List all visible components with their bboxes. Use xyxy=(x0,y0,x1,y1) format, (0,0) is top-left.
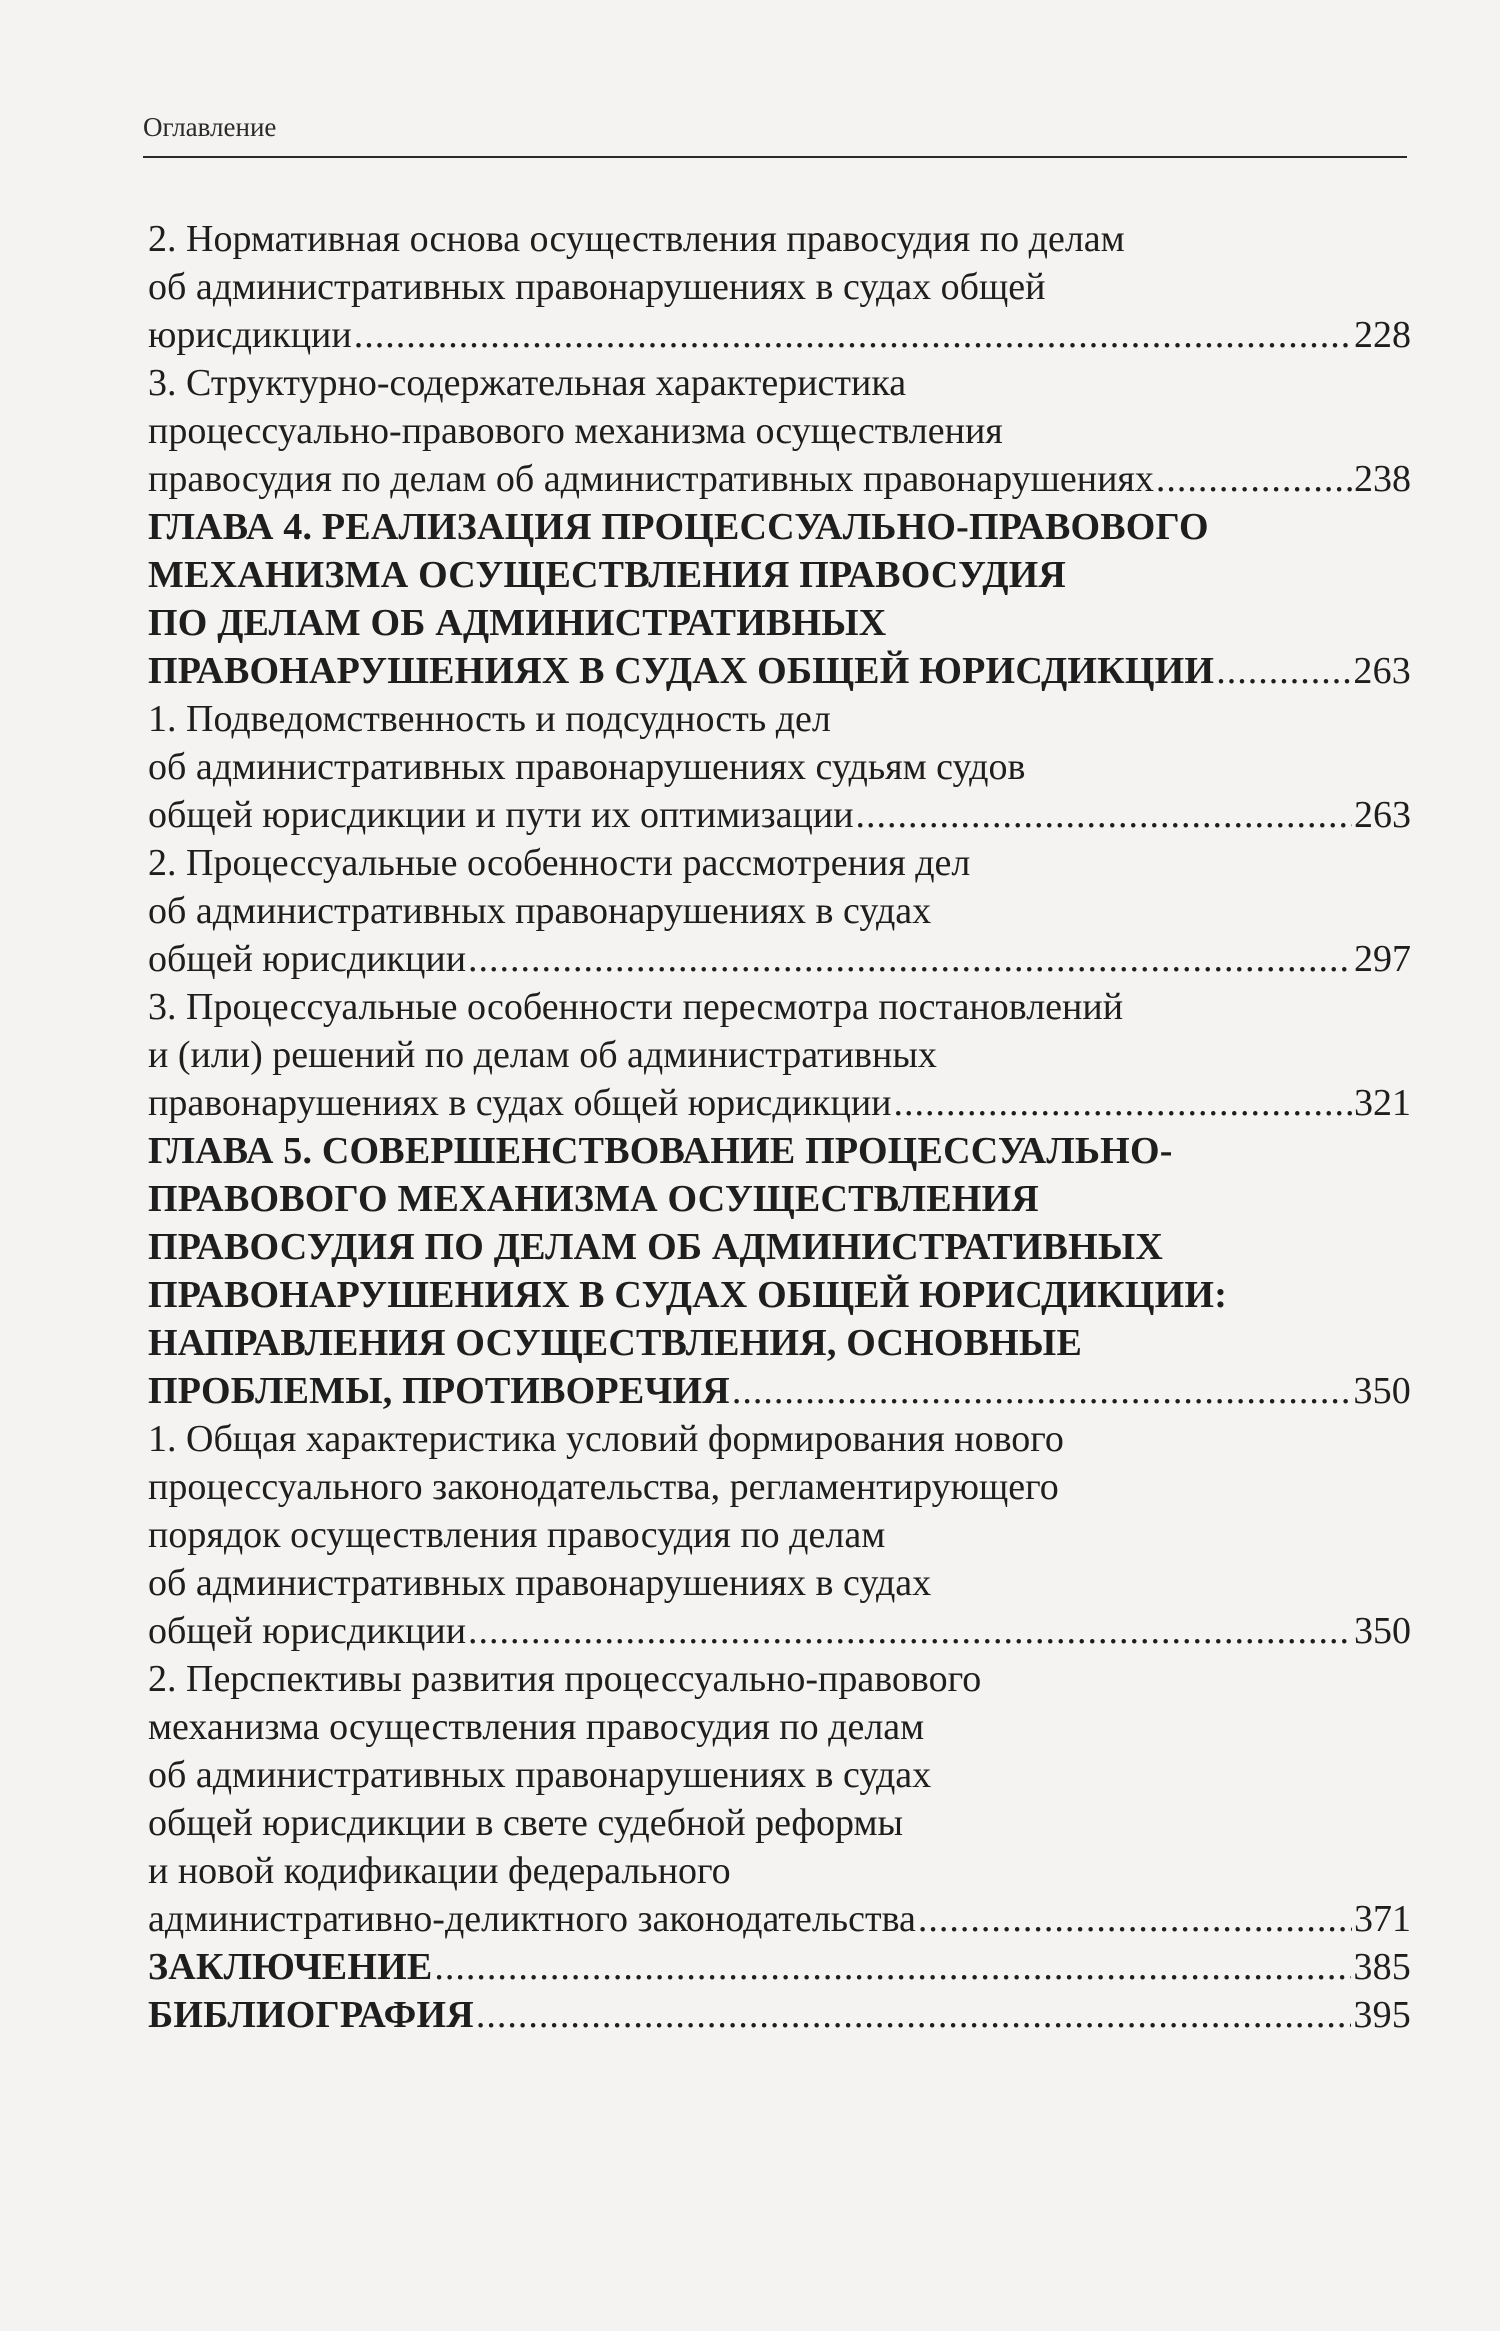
toc-page-number: 228 xyxy=(1354,314,1411,356)
toc-entry-text-line: общей юрисдикции xyxy=(148,938,467,980)
toc-entry-text-line: и (или) решений по делам об административных xyxy=(148,1034,937,1076)
toc-entry-conclusion[interactable] xyxy=(148,1943,1411,1991)
toc-entry-section-2-development-prospects[interactable] xyxy=(148,1655,1411,1943)
toc-entry-section-1-general-characteristics[interactable] xyxy=(148,1415,1411,1655)
toc-page-number: 395 xyxy=(1353,1994,1411,2036)
toc-entry-text-line: и новой кодификации федерального xyxy=(148,1850,731,1892)
dot-leader xyxy=(732,1367,1352,1415)
toc-entry-text-line: ПРАВОНАРУШЕНИЯХ В СУДАХ ОБЩЕЙ ЮРИСДИКЦИИ xyxy=(148,650,1215,692)
toc-entry-text-line: ПО ДЕЛАМ ОБ АДМИНИСТРАТИВНЫХ xyxy=(148,602,887,644)
toc-page-number: 263 xyxy=(1354,794,1411,836)
dot-leader xyxy=(434,1943,1351,1991)
toc-entry-section-2-normative-basis[interactable] xyxy=(148,215,1411,359)
toc-page-number: 350 xyxy=(1353,1370,1411,1412)
toc-entry-text-line: правонарушениях в судах общей юрисдикции xyxy=(148,1082,892,1124)
toc-entry-text-line: ПРАВОНАРУШЕНИЯХ В СУДАХ ОБЩЕЙ ЮРИСДИКЦИИ: xyxy=(148,1274,1228,1316)
dot-leader xyxy=(476,1991,1351,2039)
toc-entry-text-line: МЕХАНИЗМА ОСУЩЕСТВЛЕНИЯ ПРАВОСУДИЯ xyxy=(148,554,1067,596)
toc-entry-text-line: НАПРАВЛЕНИЯ ОСУЩЕСТВЛЕНИЯ, ОСНОВНЫЕ xyxy=(148,1322,1082,1364)
toc-entry-section-3-procedural-features-revision[interactable] xyxy=(148,983,1411,1127)
toc-entry-text-line: ПРОБЛЕМЫ, ПРОТИВОРЕЧИЯ xyxy=(148,1370,730,1412)
toc-entry-text-line: механизма осуществления правосудия по делам xyxy=(148,1706,925,1748)
toc-page-number: 263 xyxy=(1353,650,1411,692)
toc-entry-text-line: процессуально-правового механизма осуществления xyxy=(148,410,1003,452)
toc-entry-text-line: процессуального законодательства, регламентирующего xyxy=(148,1466,1059,1508)
toc-page-number: 385 xyxy=(1353,1946,1411,1988)
dot-leader xyxy=(468,1607,1352,1655)
toc-entry-text-line: 3. Структурно-содержательная характеристика xyxy=(148,362,907,404)
toc-entry-text-line: об административных правонарушениях в судах xyxy=(148,1562,932,1604)
toc-entry-section-1-jurisdiction[interactable] xyxy=(148,695,1411,839)
toc-entry-text-line: БИБЛИОГРАФИЯ xyxy=(148,1994,474,2036)
toc-entry-text-line: порядок осуществления правосудия по делам xyxy=(148,1514,886,1556)
toc-entry-text-line: общей юрисдикции и пути их оптимизации xyxy=(148,794,854,836)
toc-page-number: 238 xyxy=(1354,458,1411,500)
toc-entry-text-line: общей юрисдикции xyxy=(148,1610,467,1652)
toc-entry-section-3-structural-characteristics[interactable] xyxy=(148,359,1411,503)
toc-page-number: 371 xyxy=(1354,1898,1411,1940)
toc-entry-text-line: об административных правонарушениях в судах xyxy=(148,890,932,932)
toc-entry-text-line: административно-деликтного законодательства xyxy=(148,1898,916,1940)
toc-entry-text-line: ПРАВОВОГО МЕХАНИЗМА ОСУЩЕСТВЛЕНИЯ xyxy=(148,1178,1039,1220)
dot-leader xyxy=(1216,647,1351,695)
toc-entry-text-line: ГЛАВА 4. РЕАЛИЗАЦИЯ ПРОЦЕССУАЛЬНО-ПРАВОВОГО xyxy=(148,506,1209,548)
toc-entry-text-line: 2. Нормативная основа осуществления правосудия по делам xyxy=(148,218,1125,260)
toc-entry-text-line: 2. Процессуальные особенности рассмотрения дел xyxy=(148,842,971,884)
table-of-contents xyxy=(148,215,1411,2039)
toc-entry-text-line: 3. Процессуальные особенности пересмотра постановлений xyxy=(148,986,1124,1028)
page-header-title: Оглавление xyxy=(143,112,277,142)
dot-leader xyxy=(894,1079,1352,1127)
toc-entry-text-line: об административных правонарушениях в судах общей xyxy=(148,266,1046,308)
toc-entry-text-line: ЗАКЛЮЧЕНИЕ xyxy=(148,1946,433,1988)
dot-leader xyxy=(856,791,1352,839)
toc-entry-text-line: 1. Подведомственность и подсудность дел xyxy=(148,698,831,740)
dot-leader xyxy=(468,935,1352,983)
dot-leader xyxy=(1156,455,1352,503)
dot-leader xyxy=(918,1895,1352,1943)
toc-entry-text-line: юрисдикции xyxy=(148,314,352,356)
toc-entry-text-line: 1. Общая характеристика условий формирования нового xyxy=(148,1418,1064,1460)
toc-entry-text-line: ПРАВОСУДИЯ ПО ДЕЛАМ ОБ АДМИНИСТРАТИВНЫХ xyxy=(148,1226,1163,1268)
toc-entry-section-2-procedural-features-review[interactable] xyxy=(148,839,1411,983)
toc-entry-bibliography[interactable] xyxy=(148,1991,1411,2039)
toc-page-number: 350 xyxy=(1354,1610,1411,1652)
toc-entry-text-line: ГЛАВА 5. СОВЕРШЕНСТВОВАНИЕ ПРОЦЕССУАЛЬНО- xyxy=(148,1130,1173,1172)
dot-leader xyxy=(354,311,1352,359)
toc-entry-text-line: правосудия по делам об административных правонарушениях xyxy=(148,458,1154,500)
toc-page-number: 321 xyxy=(1354,1082,1411,1124)
toc-entry-text-line: об административных правонарушениях судьям судов xyxy=(148,746,1026,788)
toc-entry-chapter-4[interactable] xyxy=(148,503,1411,695)
header-divider xyxy=(143,156,1407,158)
toc-entry-text-line: об административных правонарушениях в судах xyxy=(148,1754,932,1796)
toc-entry-text-line: общей юрисдикции в свете судебной реформы xyxy=(148,1802,904,1844)
toc-entry-text-line: 2. Перспективы развития процессуально-правового xyxy=(148,1658,982,1700)
toc-entry-chapter-5[interactable] xyxy=(148,1127,1411,1415)
toc-page-number: 297 xyxy=(1354,938,1411,980)
